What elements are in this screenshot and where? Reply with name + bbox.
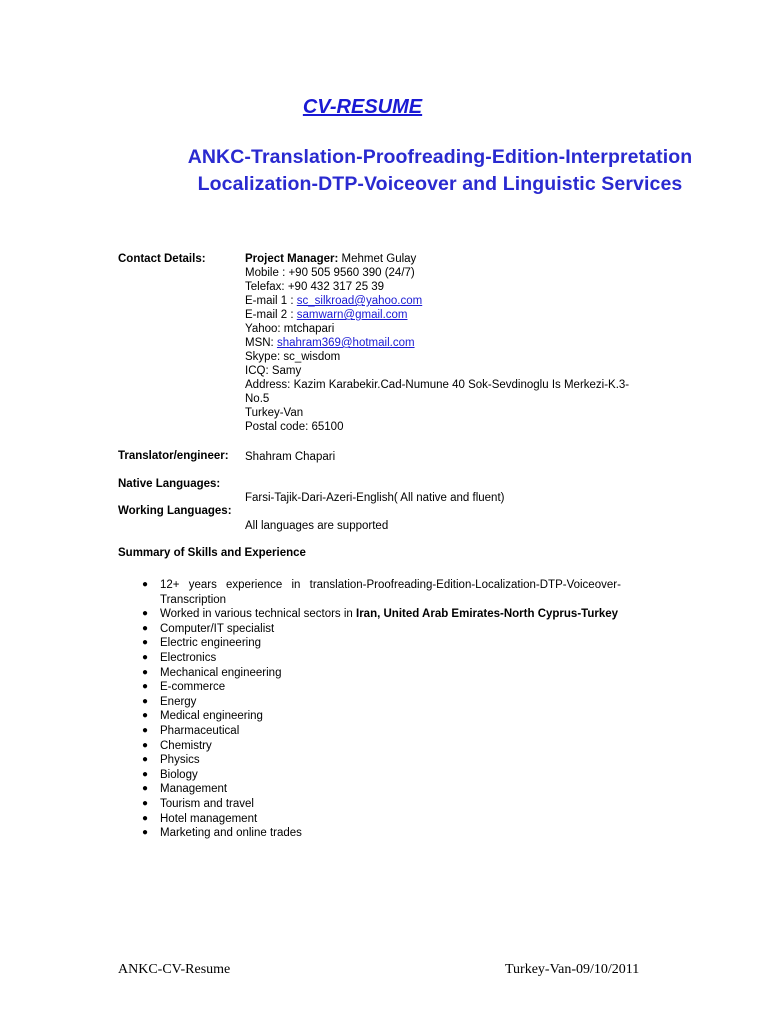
skill-item: Hotel management	[160, 812, 258, 825]
skill-item: Management	[160, 783, 228, 796]
translator-name: Shahram Chapari	[245, 451, 336, 463]
email1-line	[245, 294, 645, 308]
bullet-icon: ●	[142, 651, 149, 663]
project-manager-label: Project Manager:	[245, 253, 339, 265]
document-title: CV-RESUME	[302, 96, 423, 118]
company-heading-line1: ANKC-Translation-Proofreading-Edition-Interpretation	[187, 146, 693, 168]
list-item	[118, 724, 658, 739]
footer-right: Turkey-Van-09/10/2011	[505, 962, 640, 977]
skill-sectors-prefix: Worked in various technical sectors in	[160, 608, 357, 621]
list-item	[118, 578, 658, 607]
list-item	[118, 753, 658, 768]
msn-line	[245, 336, 645, 350]
bullet-icon: ●	[142, 608, 149, 620]
native-languages-value: Farsi-Tajik-Dari-Azeri-English( All native and fluent)	[245, 492, 505, 504]
list-item	[118, 768, 658, 783]
bullet-icon: ●	[142, 797, 149, 809]
list-item	[118, 709, 658, 724]
telefax-line: Telefax: +90 432 317 25 39	[245, 281, 385, 293]
contact-details-block	[245, 252, 645, 434]
project-manager-name: Mehmet Gulay	[338, 253, 417, 265]
company-heading-line2: Localization-DTP-Voiceover and Linguistic Services	[197, 173, 683, 195]
skill-sectors-countries: Iran, United Arab Emirates-North Cyprus-Turkey	[356, 608, 619, 621]
skill-item: Pharmaceutical	[160, 724, 240, 737]
footer-left: ANKC-CV-Resume	[118, 962, 231, 977]
list-item	[118, 826, 658, 841]
email2-link[interactable]: samwarn@gmail.com	[296, 309, 408, 321]
bullet-icon: ●	[142, 812, 149, 824]
skill-experience-line1: 12+ years experience in translation-Proofreading-Edition-Localization-DTP-Voiceover-	[160, 579, 621, 591]
mobile-line: Mobile : +90 505 9560 390 (24/7)	[245, 267, 415, 279]
skill-item: E-commerce	[160, 681, 226, 694]
list-item	[118, 680, 658, 695]
bullet-icon: ●	[142, 768, 149, 780]
bullet-icon: ●	[142, 622, 149, 634]
bullet-icon: ●	[142, 637, 149, 649]
skill-experience-line2: Transcription	[160, 593, 227, 606]
skill-item: Biology	[160, 768, 198, 781]
bullet-icon: ●	[142, 783, 149, 795]
list-item	[118, 812, 658, 827]
list-item	[118, 782, 658, 797]
list-item	[118, 651, 658, 666]
working-languages-value: All languages are supported	[245, 520, 389, 532]
bullet-icon: ●	[142, 710, 149, 722]
postal-code-line: Postal code: 65100	[245, 421, 344, 433]
skill-item: Mechanical engineering	[160, 666, 282, 679]
email1-label: E-mail 1 :	[245, 295, 297, 307]
msn-link[interactable]: shahram369@hotmail.com	[276, 337, 415, 349]
bullet-icon: ●	[142, 754, 149, 766]
skill-item: Physics	[160, 754, 200, 767]
bullet-icon: ●	[142, 739, 149, 751]
yahoo-line: Yahoo: mtchapari	[245, 323, 335, 335]
skill-item: Electronics	[160, 651, 217, 664]
list-item	[118, 739, 658, 754]
list-item	[118, 666, 658, 681]
skill-item: Tourism and travel	[160, 797, 254, 810]
bullet-icon: ●	[142, 666, 149, 678]
email2-label: E-mail 2 :	[245, 309, 297, 321]
list-item	[118, 607, 658, 622]
skill-item: Marketing and online trades	[160, 827, 302, 840]
bullet-icon: ●	[142, 695, 149, 707]
list-item	[118, 695, 658, 710]
skills-list	[118, 578, 658, 841]
bullet-icon: ●	[142, 724, 149, 736]
working-languages-label: Working Languages:	[118, 505, 232, 517]
email2-line	[245, 308, 645, 322]
contact-details-label: Contact Details:	[118, 253, 206, 265]
summary-title: Summary of Skills and Experience	[118, 547, 306, 559]
skill-item: Energy	[160, 695, 197, 708]
list-item	[118, 636, 658, 651]
skype-line: Skype: sc_wisdom	[245, 351, 341, 363]
address-line1: Address: Kazim Karabekir.Cad-Numune 40 Sok-Sevdinoglu Is Merkezi-K.3-	[245, 379, 630, 391]
icq-line: ICQ: Samy	[245, 365, 302, 377]
bullet-icon: ●	[142, 681, 149, 693]
native-languages-label: Native Languages:	[118, 478, 221, 490]
list-item	[118, 622, 658, 637]
project-manager-line	[245, 252, 645, 266]
skill-item: Computer/IT specialist	[160, 622, 275, 635]
bullet-icon: ●	[142, 579, 149, 590]
skill-item: Chemistry	[160, 739, 212, 752]
address-line2: No.5	[245, 393, 270, 405]
msn-label: MSN:	[245, 337, 277, 349]
bullet-icon: ●	[142, 827, 149, 839]
skill-item: Medical engineering	[160, 710, 263, 723]
list-item	[118, 797, 658, 812]
skill-item: Electric engineering	[160, 637, 262, 650]
email1-link[interactable]: sc_silkroad@yahoo.com	[296, 295, 423, 307]
address-line3: Turkey-Van	[245, 407, 304, 419]
translator-label: Translator/engineer:	[118, 450, 229, 462]
